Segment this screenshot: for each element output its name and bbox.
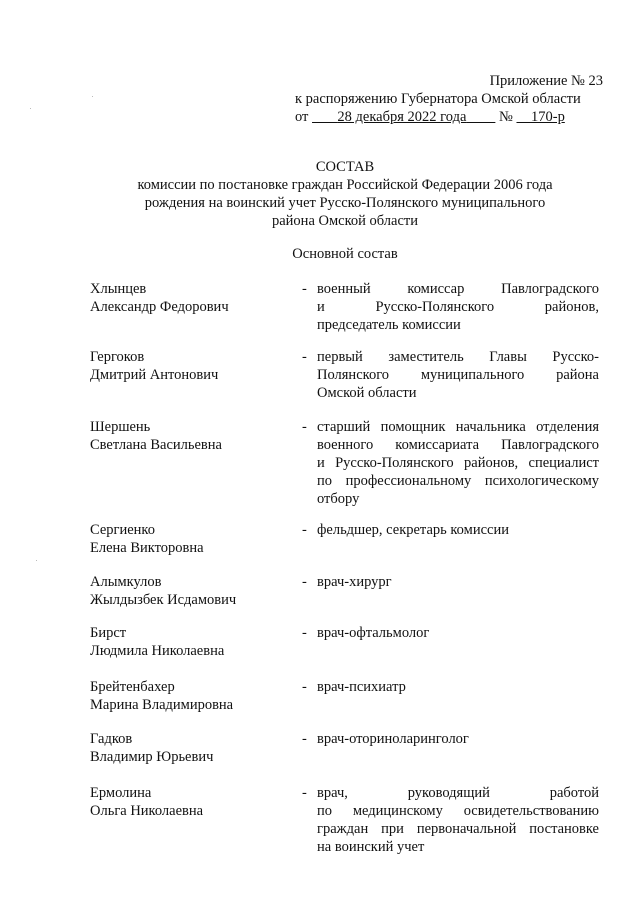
member-given-names: Александр Федорович — [90, 299, 229, 315]
scan-speck — [92, 96, 93, 97]
member-name — [90, 521, 280, 557]
member-surname: Сергиенко — [90, 522, 155, 538]
member-name — [90, 624, 280, 660]
member-given-names: Людмила Николаевна — [90, 643, 225, 659]
member-given-names: Жылдызбек Исдамович — [90, 592, 237, 608]
member-role: военный комиссар Павлоградского и Русско-Полянского районов, председатель комиссии — [317, 281, 599, 333]
member-given-names: Дмитрий Антонович — [90, 367, 219, 383]
member-name — [90, 784, 280, 820]
member-name — [90, 418, 280, 454]
title-line-1: комиссии по постановке граждан Российской Федерации 2006 года — [137, 177, 553, 193]
member-dash: - — [302, 625, 307, 641]
member-given-names: Светлана Васильевна — [90, 437, 222, 453]
member-name — [90, 348, 280, 384]
title-line-3: района Омской области — [271, 213, 418, 229]
member-name — [90, 678, 280, 714]
member-name — [90, 730, 280, 766]
appendix-from-label: от — [295, 109, 309, 125]
member-role: врач-оториноларинголог — [317, 731, 469, 747]
member-role: врач, руководящий работой по медицинскому освидетельствованию граждан при первоначальной постановке на воинский учет — [317, 785, 599, 855]
appendix-date-line — [295, 108, 603, 126]
member-surname: Шершень — [90, 419, 151, 435]
section-heading: Основной состав — [292, 246, 398, 262]
member-dash: - — [302, 574, 307, 590]
member-dash: - — [302, 522, 307, 538]
member-role: врач-психиатр — [317, 679, 406, 695]
member-given-names: Владимир Юрьевич — [90, 749, 214, 765]
member-given-names: Ольга Николаевна — [90, 803, 204, 819]
member-surname: Ермолина — [90, 785, 152, 801]
appendix-number-label: № — [499, 109, 513, 125]
member-surname: Гергоков — [90, 349, 145, 365]
appendix-order-number: 170-р — [530, 109, 565, 125]
member-dash: - — [302, 419, 307, 435]
appendix-order-reference: к распоряжению Губернатора Омской области — [295, 91, 581, 107]
member-dash: - — [302, 349, 307, 365]
member-dash: - — [302, 679, 307, 695]
member-role: фельдшер, секретарь комиссии — [317, 522, 509, 538]
member-surname: Алымкулов — [90, 574, 162, 590]
member-dash: - — [302, 731, 307, 747]
member-surname: Бирст — [90, 625, 127, 641]
title-heading: СОСТАВ — [315, 159, 375, 175]
appendix-number: Приложение № 23 — [489, 73, 603, 89]
scan-speck — [36, 560, 37, 561]
member-name — [90, 280, 280, 316]
member-role: старший помощник начальника отделения военного комиссариата Павлоградского и Русско-Полянского районов, специалист по профессиональному психологическому отбору — [317, 419, 599, 507]
member-dash: - — [302, 281, 307, 297]
member-dash: - — [302, 785, 307, 801]
member-surname: Хлынцев — [90, 281, 147, 297]
appendix-header — [295, 72, 603, 126]
member-surname: Гадков — [90, 731, 133, 747]
member-given-names: Елена Викторовна — [90, 540, 204, 556]
member-given-names: Марина Владимировна — [90, 697, 234, 713]
member-role: врач-офтальмолог — [317, 625, 430, 641]
appendix-date: 28 декабря 2022 года — [337, 109, 467, 125]
title-line-2: рождения на воинский учет Русско-Полянского муниципального — [144, 195, 546, 211]
scan-speck — [30, 108, 31, 109]
document-title — [90, 158, 600, 230]
member-role: первый заместитель Главы Русско- Полянского муниципального района Омской области — [317, 349, 599, 401]
member-name — [90, 573, 280, 609]
member-role: врач-хирург — [317, 574, 392, 590]
member-surname: Брейтенбахер — [90, 679, 175, 695]
